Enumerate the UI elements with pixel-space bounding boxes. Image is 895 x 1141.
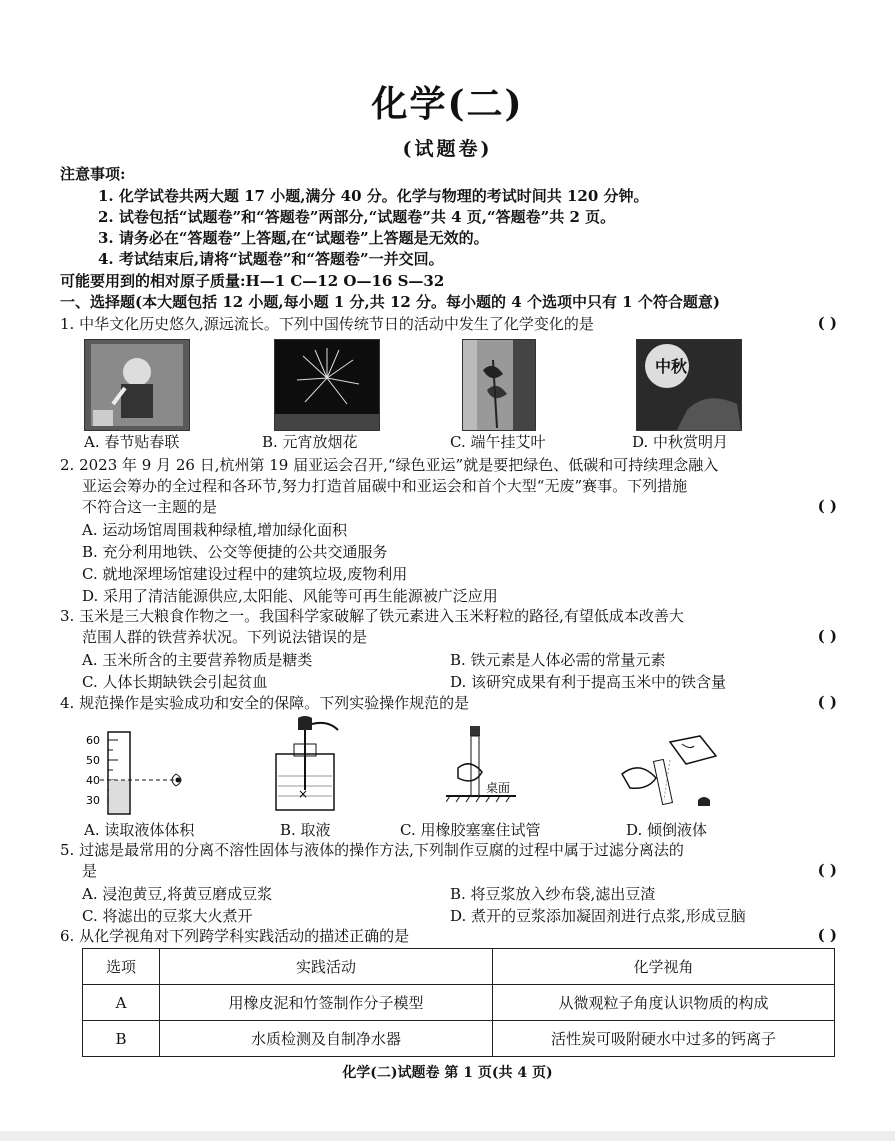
table-header: 化学视角	[493, 949, 835, 985]
notice-item: 4. 考试结束后,请将“试题卷”和“答题卷”一并交回。	[98, 250, 444, 268]
rubber-stopper-figure	[446, 716, 546, 816]
question-4-option[interactable]: A. 读取液体体积	[84, 821, 195, 839]
table-cell: 从微观粒子角度认识物质的构成	[493, 985, 835, 1021]
scale-tick: 60	[86, 734, 100, 747]
dropper-bottle-figure	[268, 716, 348, 812]
answer-blank[interactable]: ( )	[817, 693, 837, 711]
answer-blank[interactable]: ( )	[817, 861, 837, 879]
question-5-option[interactable]: B. 将豆浆放入纱布袋,滤出豆渣	[450, 885, 656, 903]
notice-item: 1. 化学试卷共两大题 17 小题,满分 40 分。化学与物理的考试时间共 120 分钟。	[98, 187, 649, 205]
question-2-stem: 不符合这一主题的是	[82, 498, 218, 516]
page-footer: 化学(二)试题卷 第 1 页(共 4 页)	[342, 1065, 553, 1081]
question-3-option[interactable]: A. 玉米所含的主要营养物质是糖类	[82, 651, 313, 669]
question-3-option[interactable]: C. 人体长期缺铁会引起贫血	[82, 673, 268, 691]
question-1-option[interactable]: B. 元宵放烟花	[262, 433, 358, 451]
question-1-option[interactable]: D. 中秋赏明月	[632, 433, 729, 451]
cross-mark: ×	[298, 787, 309, 801]
answer-blank[interactable]: ( )	[817, 497, 837, 515]
question-6-table	[82, 948, 835, 1057]
question-2-option[interactable]: B. 充分利用地铁、公交等便捷的公共交通服务	[82, 543, 388, 561]
question-1-option[interactable]: C. 端午挂艾叶	[450, 433, 546, 451]
question-1-stem: 1. 中华文化历史悠久,源远流长。下列中国传统节日的活动中发生了化学变化的是	[60, 315, 594, 333]
question-2-stem: 2. 2023 年 9 月 26 日,杭州第 19 届亚运会召开,“绿色亚运”就是要把绿色、低碳和可持续理念融入	[60, 456, 719, 474]
mid-autumn-moon-image	[636, 339, 742, 431]
question-6-stem: 6. 从化学视角对下列跨学科实践活动的描述正确的是	[60, 927, 410, 945]
question-3-stem: 范围人群的铁营养状况。下列说法错误的是	[82, 628, 368, 646]
moon-image-text: 中秋	[655, 357, 688, 376]
answer-blank[interactable]: ( )	[817, 314, 837, 332]
mugwort-image	[462, 339, 536, 431]
section-heading: 一、选择题(本大题包括 12 小题,每小题 1 分,共 12 分。每小题的 4 个选项中只有 1 个符合题意)	[60, 293, 720, 311]
question-2-stem: 亚运会筹办的全过程和各环节,努力打造首届碳中和亚运会和首个大型“无废”赛事。下列措施	[82, 477, 688, 495]
question-3-option[interactable]: D. 该研究成果有利于提高玉米中的铁含量	[450, 673, 727, 691]
question-4-option[interactable]: D. 倾倒液体	[626, 821, 708, 839]
table-header: 选项	[83, 949, 160, 985]
table-cell: A	[83, 985, 160, 1021]
question-1-option[interactable]: A. 春节贴春联	[84, 433, 180, 451]
bottom-bar	[0, 1131, 895, 1141]
table-cell: 用橡皮泥和竹签制作分子模型	[160, 985, 493, 1021]
page-title: 化学(二)	[371, 83, 524, 125]
question-5-option[interactable]: C. 将滤出的豆浆大火煮开	[82, 907, 253, 925]
table-cell: 活性炭可吸附硬水中过多的钙离子	[493, 1021, 835, 1057]
table-row	[83, 985, 835, 1021]
table-surface-label: 桌面	[486, 781, 511, 795]
question-4-stem: 4. 规范操作是实验成功和安全的保障。下列实验操作规范的是	[60, 694, 470, 712]
question-4-option[interactable]: C. 用橡胶塞塞住试管	[400, 821, 541, 839]
question-2-option[interactable]: C. 就地深埋场馆建设过程中的建筑垃圾,废物利用	[82, 565, 408, 583]
pour-liquid-figure	[620, 730, 730, 814]
fireworks-image	[274, 339, 380, 431]
graduated-cylinder-figure	[80, 728, 210, 818]
table-row	[83, 1021, 835, 1057]
answer-blank[interactable]: ( )	[817, 926, 837, 944]
notice-heading: 注意事项:	[60, 165, 126, 183]
scale-tick: 30	[86, 794, 100, 807]
question-3-stem: 3. 玉米是三大粮食作物之一。我国科学家破解了铁元素进入玉米籽粒的路径,有望低成本改善大	[60, 607, 684, 625]
table-cell: B	[83, 1021, 160, 1057]
question-2-option[interactable]: A. 运动场馆周围栽种绿植,增加绿化面积	[82, 521, 348, 539]
question-4-option[interactable]: B. 取液	[280, 821, 331, 839]
scale-tick: 50	[86, 754, 100, 767]
scale-tick: 40	[86, 774, 100, 787]
answer-blank[interactable]: ( )	[817, 627, 837, 645]
question-2-option[interactable]: D. 采用了清洁能源供应,太阳能、风能等可再生能源被广泛应用	[82, 587, 498, 605]
page-subtitle: (试题卷)	[402, 138, 493, 160]
table-cell: 水质检测及自制净水器	[160, 1021, 493, 1057]
atomic-mass-line: 可能要用到的相对原子质量:H—1 C—12 O—16 S—32	[60, 272, 445, 290]
notice-item: 3. 请务必在“答题卷”上答题,在“试题卷”上答题是无效的。	[98, 229, 489, 247]
spring-couplet-image	[84, 339, 190, 431]
notice-item: 2. 试卷包括“试题卷”和“答题卷”两部分,“试题卷”共 4 页,“答题卷”共 2 页。	[98, 208, 616, 226]
question-5-stem: 是	[82, 862, 98, 880]
question-5-stem: 5. 过滤是最常用的分离不溶性固体与液体的操作方法,下列制作豆腐的过程中属于过滤分离法的	[60, 841, 684, 859]
question-5-option[interactable]: A. 浸泡黄豆,将黄豆磨成豆浆	[82, 885, 273, 903]
table-header-row	[83, 949, 835, 985]
table-header: 实践活动	[160, 949, 493, 985]
question-3-option[interactable]: B. 铁元素是人体必需的常量元素	[450, 651, 666, 669]
question-5-option[interactable]: D. 煮开的豆浆添加凝固剂进行点浆,形成豆脑	[450, 907, 746, 925]
